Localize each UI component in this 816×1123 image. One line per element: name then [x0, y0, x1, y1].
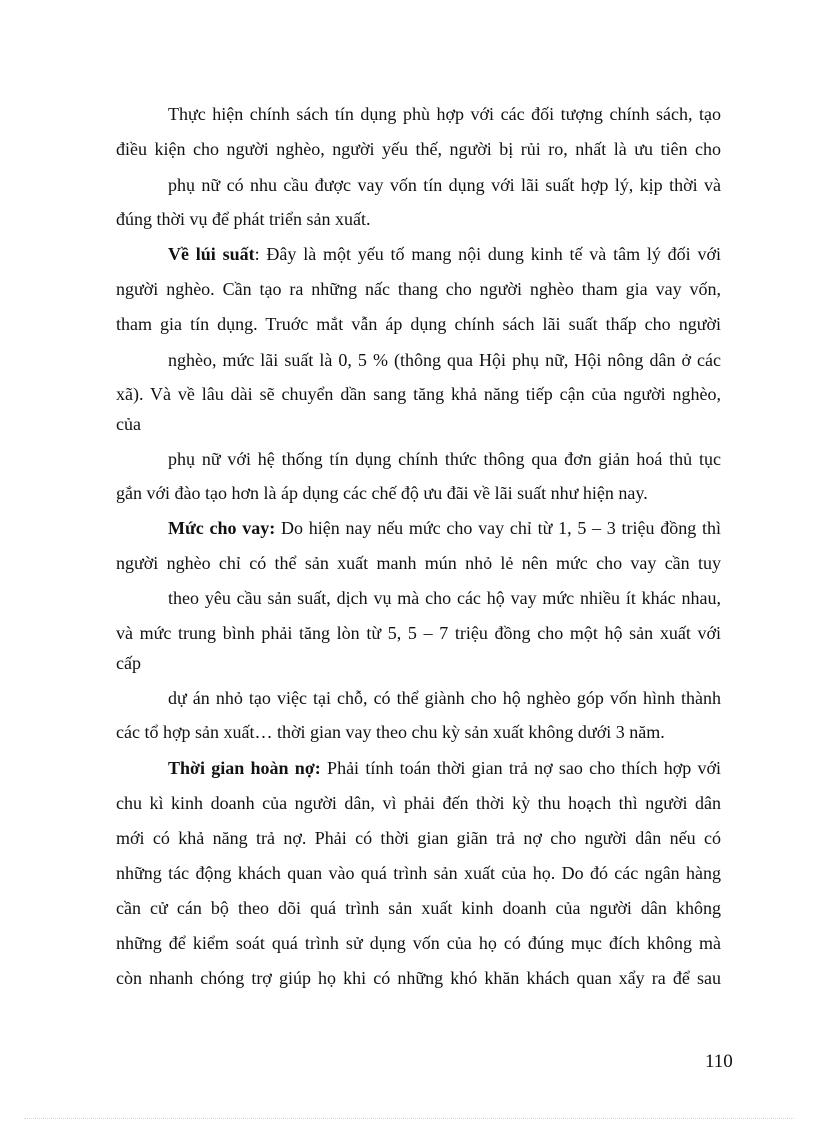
p6-line-3: mới có khả năng trả nợ. Phải có thời gian giãn trả nợ cho người dân nếu có [116, 828, 721, 848]
p1-line-4: đúng thời vụ để phát triển sản xuất. [116, 209, 371, 229]
p6-line-1-text: Phải tính toán thời gian trả nợ sao cho thích hợp với [320, 758, 721, 778]
p6-line-6: những để kiểm soát quá trình sử dụng vốn của họ có đúng mục đích không mà [116, 933, 721, 953]
p5-line-2: các tổ hợp sản xuất… thời gian vay theo chu kỳ sản xuất không dưới 3 năm. [116, 722, 665, 742]
p4-line-1-text: Do hiện nay nếu mức cho vay chỉ từ 1, 5 – 3 triệu đồng thì [275, 518, 721, 538]
p6-line-2: chu kì kinh doanh của người dân, vì phải đến thời kỳ thu hoạch thì người dân [116, 793, 721, 813]
p4-line-3: theo yêu cầu sản suất, dịch vụ mà cho các hộ vay mức nhiều ít khác nhau, [168, 588, 721, 608]
p4-line-1 [168, 517, 721, 539]
p4-line-5: cấp [116, 653, 141, 673]
p4-heading: Mức cho vay: [168, 518, 276, 538]
p1-line-2: điều kiện cho người nghèo, người yếu thế, người bị rủi ro, nhất là ưu tiên cho [116, 139, 721, 159]
p6-line-5: cần cử cán bộ theo dõi quá trình sản xuất kinh doanh của người dân không [116, 898, 721, 918]
p4-line-4: và mức trung bình phải tăng lòn từ 5, 5 – 7 triệu đồng cho một hộ sản xuất với [116, 623, 721, 643]
p4-line-2: người nghèo chỉ có thể sản xuất manh mún nhỏ lẻ nên mức cho vay cần tuy [116, 553, 721, 573]
p6-line-7: còn nhanh chóng trợ giúp họ khi có những khó khăn khách quan xẩy ra để sau [116, 968, 721, 988]
page-number: 110 [705, 1051, 733, 1072]
p6-heading: Thời gian hoàn nợ: [168, 758, 321, 778]
p5-line-1: dự án nhỏ tạo việc tại chỗ, có thể giành cho hộ nghèo góp vốn hình thành [168, 688, 721, 708]
p2-line-1-text: : Đây là một yếu tố mang nội dung kinh tế và tâm lý đối với [254, 244, 721, 264]
p6-line-1 [168, 757, 721, 779]
p1-line-1: Thực hiện chính sách tín dụng phù hợp với các đối tượng chính sách, tạo [168, 104, 721, 124]
p2-heading: Về lúi suất [168, 244, 255, 264]
p2-line-6: của [116, 414, 141, 434]
p3-line-1: phụ nữ với hệ thống tín dụng chính thức thông qua đơn giản hoá thủ tục [168, 449, 721, 469]
p2-line-2: người nghèo. Cần tạo ra những nấc thang cho người nghèo tham gia vay vốn, [116, 279, 721, 299]
p2-line-4: nghèo, mức lãi suất là 0, 5 % (thông qua Hội phụ nữ, Hội nông dân ở các [168, 350, 721, 370]
p2-line-1 [168, 243, 721, 265]
p3-line-2: gắn với đào tạo hơn là áp dụng các chế độ ưu đãi về lãi suất như hiện nay. [116, 483, 648, 503]
p6-line-4: những tác động khách quan vào quá trình sản xuất của họ. Do đó các ngân hàng [116, 863, 721, 883]
page-bottom-divider [24, 1118, 794, 1119]
p2-line-3: tham gia tín dụng. Truớc mắt vẫn áp dụng chính sách lãi suất thấp cho người [116, 314, 721, 334]
p2-line-5: xã). Và về lâu dài sẽ chuyển dần sang tăng khả năng tiếp cận của người nghèo, [116, 384, 721, 404]
p1-line-3: phụ nữ có nhu cầu được vay vốn tín dụng với lãi suất hợp lý, kịp thời và [168, 175, 721, 195]
